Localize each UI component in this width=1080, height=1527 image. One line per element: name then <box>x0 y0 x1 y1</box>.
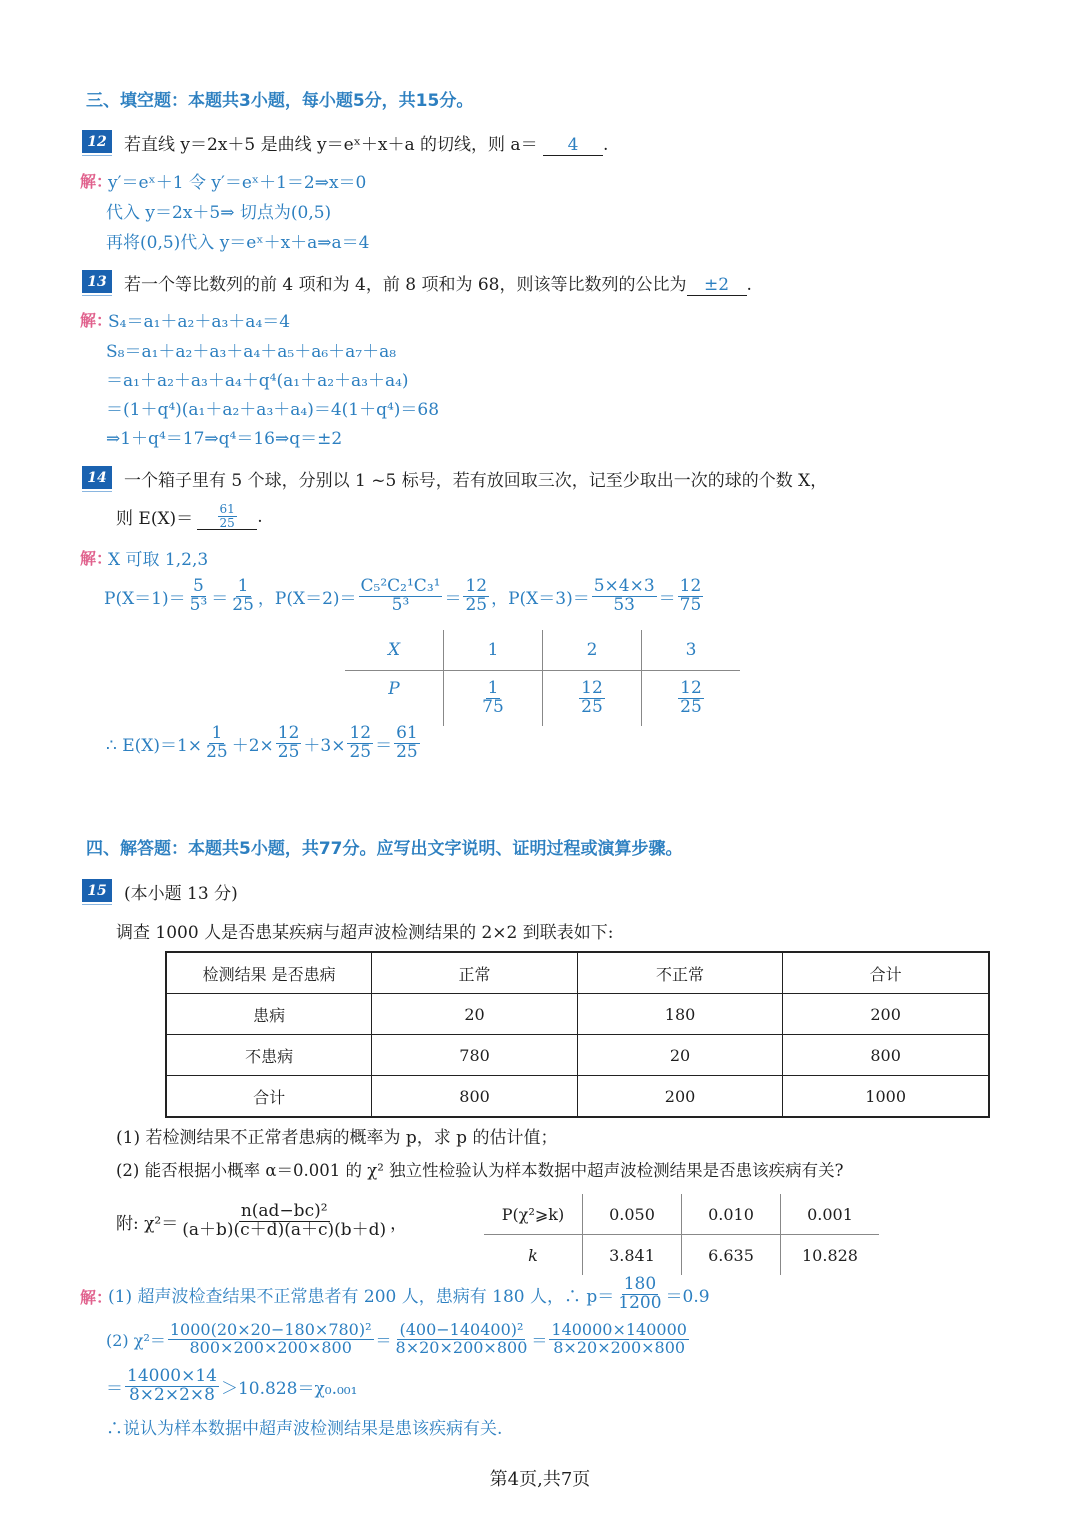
s3-lhs: ＝ <box>106 1378 123 1399</box>
crit-cell: 10.828 <box>802 1245 858 1265</box>
table-cell: 1000 <box>783 1076 989 1118</box>
solution-label: 解： <box>80 311 113 330</box>
p3-lhs: ，P(X＝3)＝ <box>491 588 590 609</box>
q13-answer: ±2 <box>687 275 747 296</box>
solution-label: 解： <box>80 1288 113 1307</box>
frac-den: 8×20×200×800 <box>395 1337 528 1357</box>
fraction <box>678 578 704 615</box>
contingency-table <box>165 951 990 1118</box>
question-number-badge: 13 <box>82 270 112 293</box>
crit-cell: 3.841 <box>583 1235 682 1276</box>
question-number-badge: 12 <box>82 130 112 153</box>
q12-sol-line-3: 再将(0,5)代入 y＝eˣ＋x＋a⇒a＝4 <box>106 233 370 253</box>
frac-den: 25 <box>396 741 418 762</box>
q15-part-2: (2) 能否根据小概率 α＝0.001 的 χ² 独立性检验认为样本数据中超声波检测结果是否患该疾病有关? <box>116 1161 844 1180</box>
dist-header-1: 1 <box>444 630 543 671</box>
frac-num: 12 <box>465 576 488 596</box>
table-header-cell: 检测结果 是否患病 <box>166 952 372 994</box>
frac-den: 25 <box>232 594 254 615</box>
frac-num: 180 <box>623 1274 657 1294</box>
frac-num: 14000×14 <box>127 1366 217 1386</box>
fu-comma: ， <box>390 1213 408 1234</box>
table-row <box>166 952 989 994</box>
frac-num: 1 <box>237 576 249 596</box>
table-cell: 800 <box>372 1076 578 1118</box>
crit-cell: 6.635 <box>682 1235 781 1276</box>
frac-den: 25 <box>277 741 300 762</box>
table-cell: 200 <box>783 994 989 1035</box>
fraction <box>347 725 373 762</box>
table-cell: 20 <box>577 1035 783 1076</box>
q13-end: . <box>746 275 752 295</box>
distribution-table <box>345 630 740 726</box>
ex-eq: ＝ <box>375 735 393 756</box>
frac-den: 75 <box>679 594 702 615</box>
frac-den: 5³ <box>391 594 410 615</box>
table-cell: 合计 <box>166 1076 372 1118</box>
q13-sol-line-1: S₄＝a₁＋a₂＋a₃＋a₄＝4 <box>108 312 291 332</box>
frac-num: 12 <box>277 723 300 743</box>
q13-text <box>124 270 752 296</box>
fraction <box>394 725 420 762</box>
frac-den: 25 <box>581 697 603 717</box>
s1-text: (1) 超声波检查结果不正常患者有 200 人，患病有 180 人，∴ p＝ <box>108 1286 615 1307</box>
q14-answer-fraction <box>218 503 237 529</box>
solution-label: 解： <box>80 172 113 191</box>
dist-cell-1 <box>444 671 543 727</box>
dist-cell-3 <box>642 671 741 727</box>
fraction <box>204 725 230 762</box>
frac-den: 25 <box>206 741 228 762</box>
ex-lhs: ∴ E(X)＝1× <box>106 735 203 756</box>
q12-sol-line-1: y′＝eˣ＋1 令 y′＝eˣ＋1＝2⇒x＝0 <box>108 173 367 193</box>
s2-lhs: (2) χ²＝ <box>106 1330 166 1350</box>
dist-header-3: 3 <box>642 630 741 671</box>
q15-part-1: (1) 若检测结果不正常者患病的概率为 p，求 p 的估计值； <box>116 1128 558 1148</box>
crit-header-cell: 0.010 <box>682 1194 781 1235</box>
q15-intro: 调查 1000 人是否患某疾病与超声波检测结果的 2×2 到联表如下: <box>116 923 614 943</box>
frac-den: 75 <box>482 697 504 717</box>
q14-expectation <box>106 725 422 762</box>
q12-answer: 4 <box>543 135 603 156</box>
q13-sol-line-3: ＝a₁＋a₂＋a₃＋a₄＋q⁴(a₁＋a₂＋a₃＋a₄) <box>106 371 409 391</box>
crit-header-cell: 0.050 <box>583 1194 682 1235</box>
q14-end: . <box>257 506 263 527</box>
section-4-title: 四、解答题：本题共5小题，共77分。应写出文字说明、证明过程或演算步骤。 <box>86 839 683 859</box>
frac-den: 25 <box>219 515 235 530</box>
fraction <box>394 1322 530 1357</box>
frac-den: (a＋b)(c＋d)(a＋c)(b＋d) <box>182 1219 387 1240</box>
frac-num: (400−140400)² <box>399 1320 524 1339</box>
q15-conclusion: ∴说认为样本数据中超声波检测结果是患该疾病有关. <box>106 1419 503 1439</box>
crit-row-label: k <box>484 1235 583 1276</box>
section-3-title: 三、填空题：本题共3小题，每小题5分，共15分。 <box>86 91 474 111</box>
frac-num: C₅²C₂¹C₃¹ <box>360 576 441 596</box>
fraction <box>125 1368 219 1405</box>
table-cell: 患病 <box>166 994 372 1035</box>
table-cell: 780 <box>372 1035 578 1076</box>
frac-num: 61 <box>219 502 235 516</box>
q14-stem: 一个箱子里有 5 个球，分别以 1 ~5 标号，若有放回取三次，记至少取出一次的球的个数 X， <box>124 471 828 491</box>
solution-label: 解： <box>80 549 113 568</box>
table-cell: 不患病 <box>166 1035 372 1076</box>
q13-stem: 若一个等比数列的前 4 项和为 4，前 8 项和为 68，则该等比数列的公比为 <box>124 275 687 295</box>
q12-text <box>124 130 608 156</box>
q14-answer <box>197 503 257 530</box>
frac-den: 25 <box>680 697 702 717</box>
frac-num: 5×4×3 <box>593 576 655 596</box>
frac-num: 140000×140000 <box>551 1320 687 1339</box>
dist-cell-2 <box>543 671 642 727</box>
fraction <box>463 578 489 615</box>
p2-lhs: ，P(X＝2)＝ <box>257 588 357 609</box>
frac-num: 12 <box>680 678 702 699</box>
dist-row-p: P <box>345 671 444 727</box>
frac-num: 1 <box>211 723 223 743</box>
fraction <box>276 725 302 762</box>
q14-ask-text: 则 E(X)＝ <box>116 509 194 530</box>
frac-den: 25 <box>465 594 488 615</box>
q15-sol-3 <box>106 1368 357 1405</box>
table-cell: 200 <box>577 1076 783 1118</box>
q14-ask <box>116 503 263 530</box>
frac-num: 12 <box>349 723 372 743</box>
p1-lhs: P(X＝1)＝ <box>104 588 186 609</box>
page-footer: 第4页,共7页 <box>489 1469 591 1490</box>
q12-sol-line-2: 代入 y＝2x＋5⇒ 切点为(0,5) <box>106 203 332 223</box>
table-row <box>166 1076 989 1118</box>
table-cell: 800 <box>783 1035 989 1076</box>
q14-sol-line-1: X 可取 1,2,3 <box>108 550 209 570</box>
frac-den: 53 <box>613 594 635 615</box>
q15-sol-1 <box>108 1276 710 1313</box>
ex-m2: ＋2× <box>231 735 274 756</box>
critical-value-table <box>484 1194 879 1275</box>
dist-header-x: X <box>345 630 444 671</box>
crit-header-cell: 0.001 <box>781 1194 880 1235</box>
table-header-cell: 合计 <box>783 952 989 994</box>
question-number-badge: 15 <box>82 879 112 902</box>
q12-stem: 若直线 y＝2x＋5 是曲线 y＝eˣ＋x＋a 的切线，则 a＝ <box>124 135 538 155</box>
frac-num: 61 <box>396 723 418 743</box>
q15-sol-2: (2) χ²＝ $\frac{\text{1000(20×20−180×780)²}}{800\times 200\times 200\times 800}$ ＝ $\frac{\text{(400−140400)²}}{8\times 20\times 200\times 800}$ ＝ $\frac{140000\times 140000}{8\times 20\times 200\times 800}$ <box>106 1320 687 1357</box>
table-row <box>166 994 989 1035</box>
fraction <box>180 1203 388 1240</box>
ex-m3: ＋3× <box>303 735 346 756</box>
table-cell: 20 <box>372 994 578 1035</box>
fu-label: 附: χ²＝ <box>116 1213 179 1234</box>
frac-num: 1 <box>487 678 499 699</box>
fraction <box>549 1322 689 1357</box>
frac-num: 1000(20×20−180×780)² <box>169 1320 372 1339</box>
table-cell: 180 <box>577 994 783 1035</box>
frac-num: 12 <box>581 678 603 699</box>
fraction <box>616 1276 663 1313</box>
frac-den: 5³ <box>189 594 208 615</box>
q13-sol-line-2: S₈＝a₁＋a₂＋a₃＋a₄＋a₅＋a₆＋a₇＋a₈ <box>106 342 397 362</box>
s1-end: ＝0.9 <box>665 1286 710 1307</box>
fraction <box>592 578 657 615</box>
frac-num: 5 <box>193 576 204 596</box>
fraction <box>188 578 210 615</box>
fraction <box>359 578 443 615</box>
q13-sol-line-4: ＝(1＋q⁴)(a₁＋a₂＋a₃＋a₄)＝4(1＋q⁴)＝68 <box>106 400 440 420</box>
frac-den: 25 <box>349 741 372 762</box>
chi-square-formula <box>116 1203 407 1240</box>
q12-end: . <box>602 135 609 155</box>
frac-num: n(ad−bc)² <box>240 1201 328 1221</box>
frac-den: 800×200×200×800 <box>189 1337 352 1357</box>
table-header-cell: 正常 <box>372 952 578 994</box>
q13-sol-line-5: ⇒1＋q⁴＝17⇒q⁴＝16⇒q＝±2 <box>106 429 343 449</box>
q14-prob-line: P(X＝1)＝ $\frac{5}{\text{5³}}$ ＝ $\frac{1}{25}$ ，P(X＝2)＝ $\frac{\text{C₅²C₂¹C₃¹}}{\text{5³}}$ ＝ $\frac{12}{25}$ ，P(X＝3)＝ $\frac{5\times 4\times 3}{53}$ ＝ $\frac{12}{75}$ <box>104 576 702 615</box>
frac-den: 8×20×200×800 <box>553 1337 686 1357</box>
crit-header-label: P(χ²⩾k) <box>484 1194 583 1235</box>
question-number-badge: 14 <box>82 466 112 489</box>
fraction <box>230 578 256 615</box>
s3-end: ＞10.828＝χ₀.₀₀₁ <box>220 1378 358 1399</box>
table-row <box>166 1035 989 1076</box>
frac-den: 1200 <box>618 1292 662 1313</box>
table-header-cell: 不正常 <box>577 952 783 994</box>
frac-num: 12 <box>679 576 702 596</box>
frac-den: 8×2×2×8 <box>128 1384 215 1405</box>
q15-points: (本小题 13 分) <box>124 884 238 904</box>
fraction <box>168 1322 374 1357</box>
dist-header-2: 2 <box>543 630 642 671</box>
